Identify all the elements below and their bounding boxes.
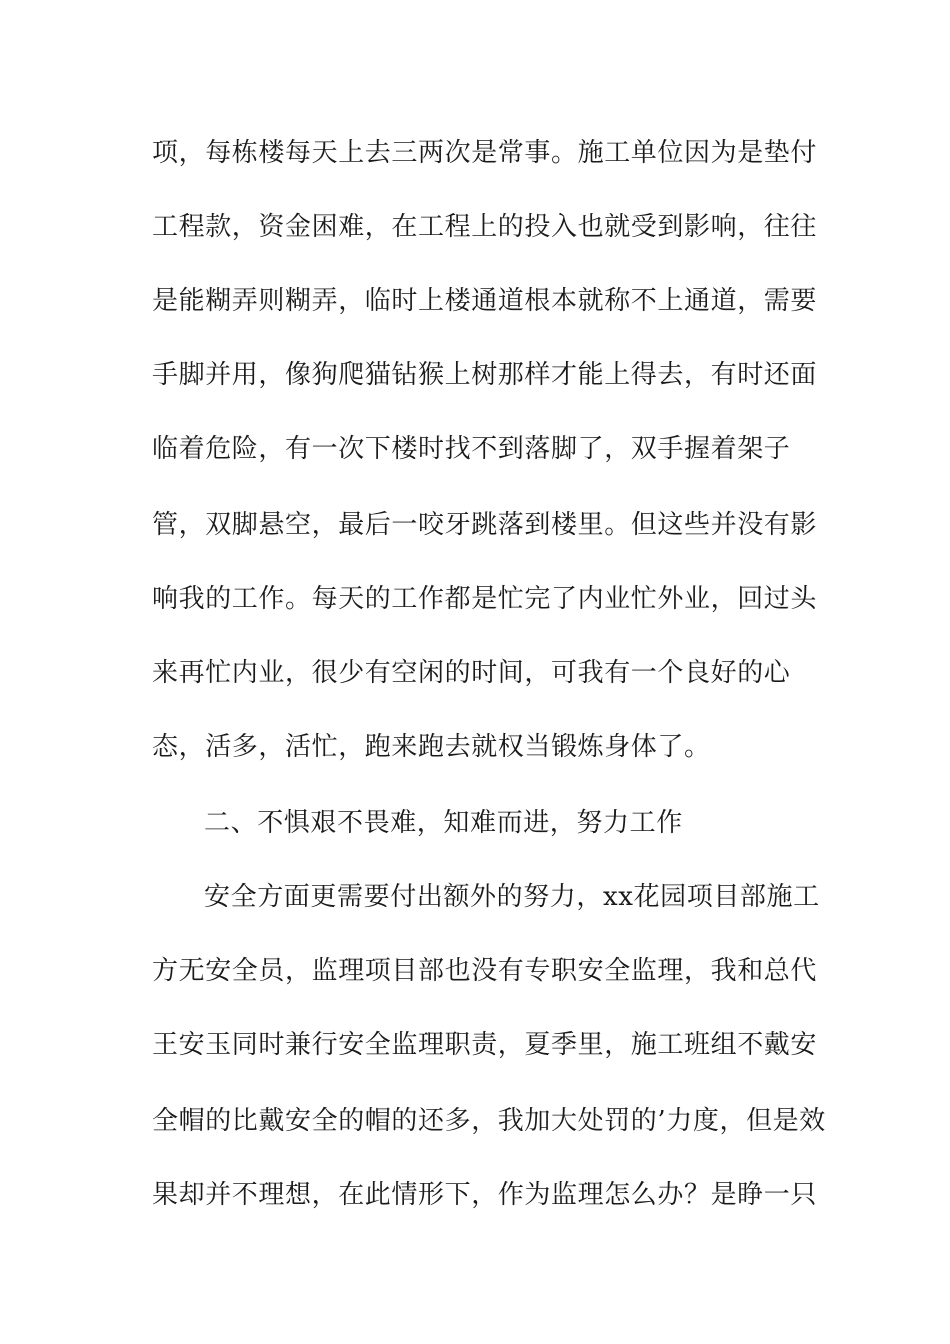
text-line-6: 管，双脚悬空，最后一咬牙跳落到楼里。但这些并没有影 <box>152 510 818 540</box>
text-line-2: 工程款，资金困难，在工程上的投入也就受到影响，往往 <box>152 212 818 242</box>
section-heading: 二、不惧艰不畏难，知难而进，努力工作 <box>204 808 683 838</box>
text-line-1: 项，每栋楼每天上去三两次是常事。施工单位因为是垫付 <box>152 138 818 168</box>
text-line-5: 临着危险，有一次下楼时找不到落脚了，双手握着架子 <box>152 434 791 464</box>
text-line-3: 是能糊弄则糊弄，临时上楼通道根本就称不上通道，需要 <box>152 286 818 316</box>
text-line-13: 王安玉同时兼行安全监理职责，夏季里，施工班组不戴安 <box>152 1030 818 1060</box>
text-line-7: 响我的工作。每天的工作都是忙完了内业忙外业，回过头 <box>152 584 818 614</box>
text-line-15: 果却并不理想，在此情形下，作为监理怎么办？是睁一只 <box>152 1180 818 1210</box>
text-line-12: 方无安全员，监理项目部也没有专职安全监理，我和总代 <box>152 956 818 986</box>
text-line-9: 态，活多，活忙，跑来跑去就权当锻炼身体了。 <box>152 732 711 762</box>
text-line-11: 安全方面更需要付出额外的努力，xx花园项目部施工 <box>204 882 820 912</box>
text-line-4: 手脚并用，像狗爬猫钻猴上树那样才能上得去，有时还面 <box>152 360 818 390</box>
text-line-8: 来再忙内业，很少有空闲的时间，可我有一个良好的心 <box>152 658 791 688</box>
text-line-14: 全帽的比戴安全的帽的还多，我加大处罚的’力度，但是效 <box>152 1106 826 1136</box>
